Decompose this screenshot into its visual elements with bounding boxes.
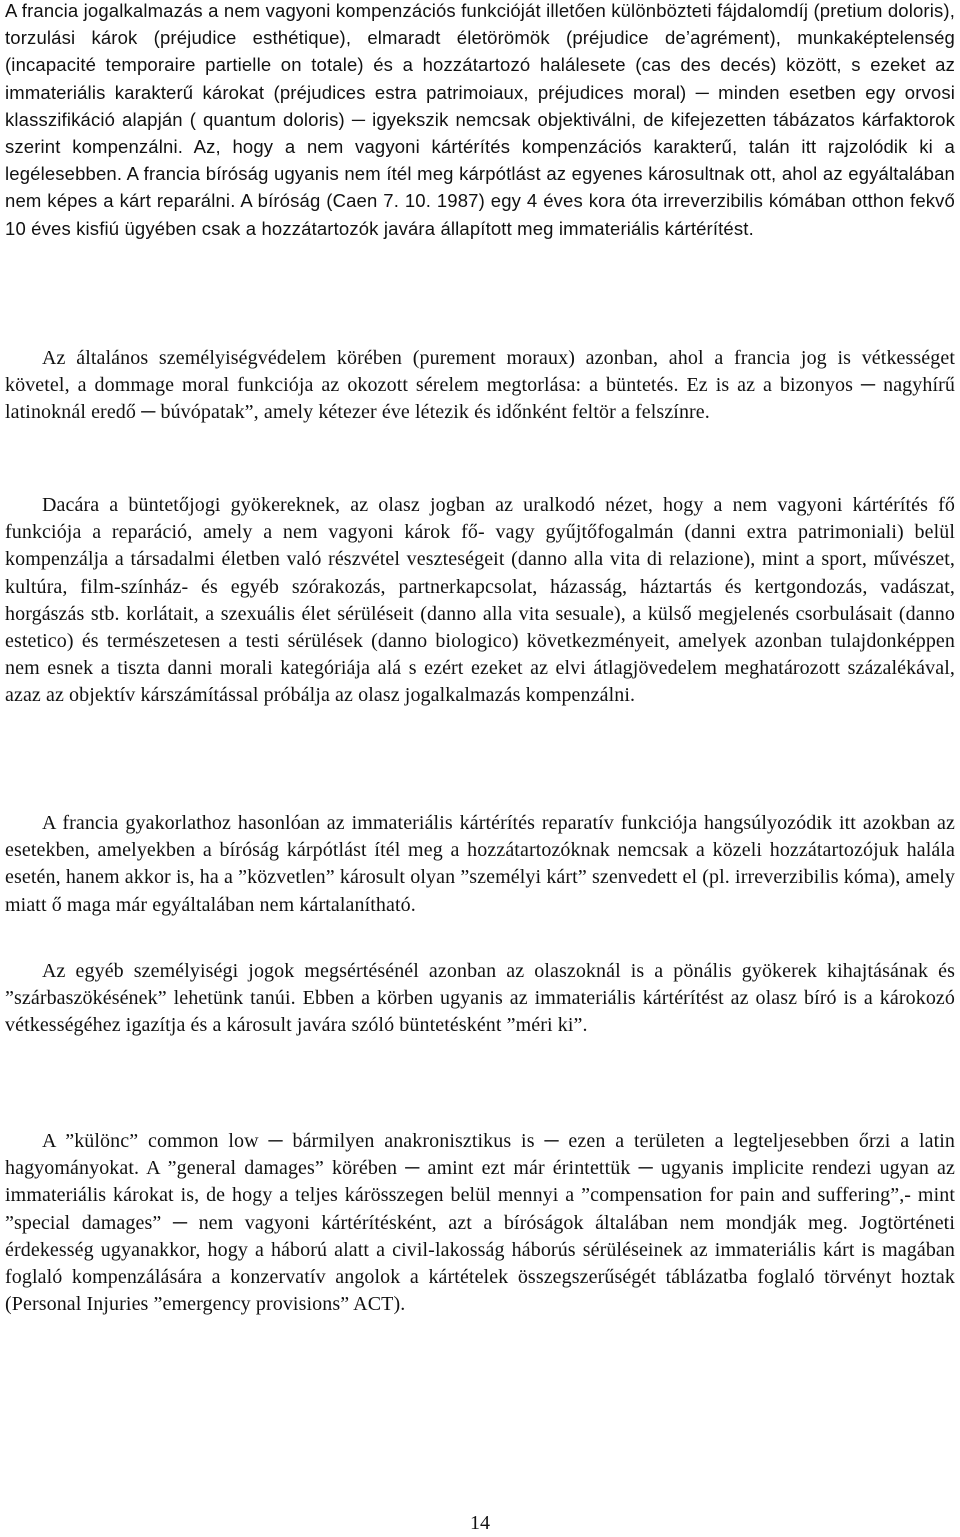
paragraph-4: A francia gyakorlathoz hasonlóan az immateriális kártérítés reparatív funkciója hangsúlyozódik itt azokban az esetekben, amelyekben a bíróság kárpótlást ítél meg a hozzátartozóknak nemcsak a közeli hozzátartozójuk halála esetén, hanem akkor is, ha a ”közvetlen” károsult olyan ”személyi kárt” szenvedett el (pl. irreverzibilis kóma), amely miatt ő maga már egyáltalában nem kártalanítható. [5, 812, 955, 916]
paragraph-5: Az egyéb személyiségi jogok megsértésénél azonban az olaszoknál is a pönális gyökerek kihajtásának és ”szárbaszökésének” lehetünk tanúi. Ebben a körben ugyanis az immateriális kártérítést az olasz bíró is a károkozó vétkességéhez igazítja és a károsult javára szóló büntetésként ”méri ki”. [5, 960, 955, 1037]
paragraph-1: A francia jogalkalmazás a nem vagyoni kompenzációs funkcióját illetően különbözteti fájdalomdíj (pretium doloris), torzulási károk (préjudice esthétique), elmaradt életörömök (préjudice de’agrément), munkaképtelenség (incapacité temporaire partielle on totale) és a hozzátartozó halálesete (cas des decés) között, s ezeket az immateriális karakterű károkat (préjudices estra patrimoiaux, préjudices moral) ─ minden esetben egy orvosi klasszifikáció alapján ( quantum doloris) ─ igyekszik nemcsak objektiválni, de kifejezetten tábázatos kárfaktorok szerint kompenzálni. Az, hogy a nem vagyoni kártérítés kompenzációs karakterű, talán itt rajzolódik ki a legélesebben. A francia bíróság ugyanis nem ítél meg kárpótlást az egyenes károsultnak ott, ahol az egyáltalában nem képes a kárt reparálni. A bíróság (Caen 7. 10. 1987) egy 4 éves kora óta irreverzibilis kómában otthon fekvő 10 éves kisfiú ügyében csak a hozzátartozók javára állapított meg immateriális kártérítést. [5, 0, 955, 239]
page-number: 14 [470, 1512, 490, 1534]
paragraph-3: Dacára a büntetőjogi gyökereknek, az olasz jogban az uralkodó nézet, hogy a nem vagyoni kártérítés fő funkciója a reparáció, amely a nem vagyoni károk fő- vagy gyűjtőfogalmán (danni extra patrimoniali) belül kompenzálja a társadalmi életben való részvétel veszteségeit (danno alla vita di relazione), mint a sport, művészet, kultúra, film-színház- és egyéb szórakozás, partnerkapcsolat, házasság, háztartás és kertgondozás, vadászat, horgászás stb. korlátait, a szexuális élet sérüléseit (danno alla vita sesuale), a külső megjelenés csorbulásait (danno estetico) és természetesen a testi sérülések (danno biologico) következményeit, amelyek azonban tulajdonképpen nem esnek a tiszta danni morali kategóriája alá s ezért ezeket az elvi átlagjövedelem meghatározott százalékával, azaz az objektív kárszámítással próbálja az olasz jogalkalmazás kompenzálni. [5, 494, 955, 707]
paragraph-6: A ”különc” common low ─ bármilyen anakronisztikus is ─ ezen a területen a legteljesebben őrzi a latin hagyományokat. A ”general damages” körében ─ amint ezt már érintettük ─ ugyanis implicite rendezi ugyan az immateriális károkat is, de hogy a teljes kárösszegen belül mennyi a ”compensation for pain and suffering”,- mint ”special damages” ─ nem vagyoni kártérítésként, azt a bíróságok általában nem mondják meg. Jogtörténeti érdekesség ugyanakkor, hogy a háború alatt a civil-lakosság háborús sérüléseinek az immateriális kárt is magában foglaló kompenzálására a konzervatív angolok a kártételek összegszerűségét táblázatba foglaló törvényt hoztak (Personal Injuries ”emergency provisions” ACT). [5, 1130, 955, 1316]
paragraph-2: Az általános személyiségvédelem körében (purement moraux) azonban, ahol a francia jog is vétkességet követel, a dommage moral funkciója az okozott sérelem megtorlása: a büntetés. Ez is az a bizonyos ─ nagyhírű latinoknál eredő ─ búvópatak”, amely kétezer éve létezik és időnként feltör a felszínre. [5, 347, 955, 424]
